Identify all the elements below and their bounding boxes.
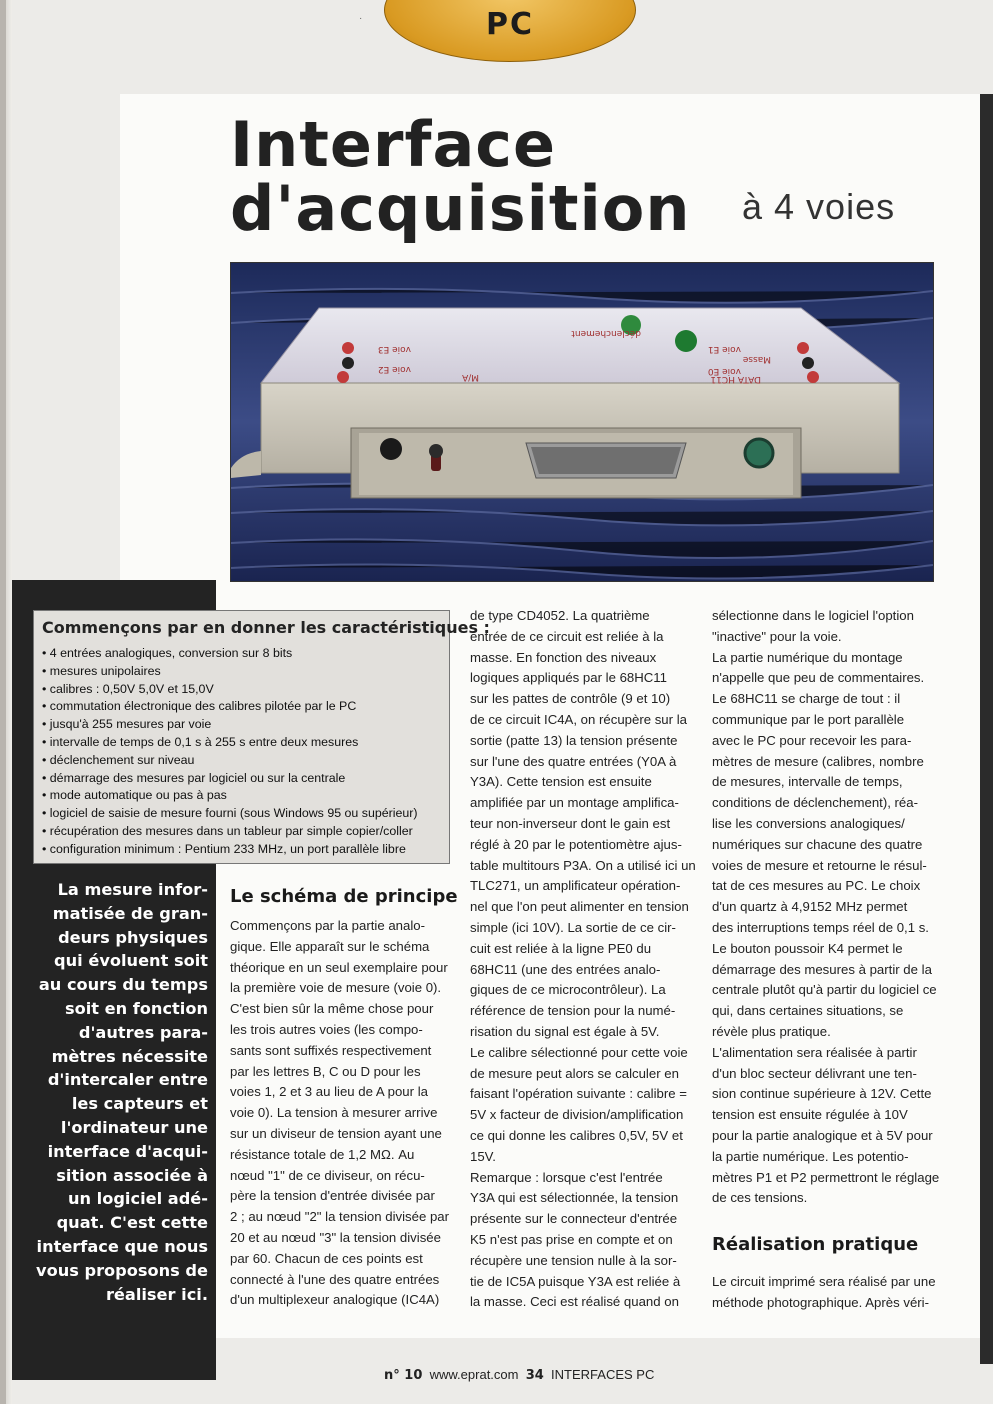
title-line-2: d'acquisition	[230, 172, 691, 245]
column-3	[712, 606, 940, 1209]
intro-line: d'intercaler entre	[47, 1070, 208, 1090]
title-line-3: à 4 voies	[742, 186, 896, 227]
text-line: nel que l'on peut alimenter en tension	[470, 899, 689, 915]
section-heading-schema: Le schéma de principe	[230, 886, 458, 907]
text-line: de ce circuit IC4A, on récupère sur la	[470, 711, 687, 727]
text-line: Y3A). Cette tension est ensuite	[470, 774, 652, 790]
features-list	[42, 645, 443, 859]
device-label-e1: voie E1	[707, 344, 741, 354]
column-1	[230, 916, 452, 1311]
text-line: risation du signal est égale à 5V.	[470, 1023, 660, 1039]
section-tab	[384, 0, 636, 62]
feature-item: • calibres : 0,50V 5,0V et 15,0V	[42, 681, 443, 699]
text-line: voie 0). La tension à mesurer arrive	[230, 1105, 438, 1121]
device-label-e0: voie E0	[707, 366, 741, 376]
title-line-1: Interface	[230, 108, 557, 181]
feature-item: • mesures unipolaires	[42, 663, 443, 681]
page-spine-edge	[0, 0, 6, 1404]
text-line: Remarque : lorsque c'est l'entrée	[470, 1169, 663, 1185]
text-line: logiques appliqués par le 68HC11	[470, 670, 667, 686]
text-line: de ces tensions.	[712, 1190, 808, 1206]
text-line: méthode photographique. Après véri-	[712, 1294, 930, 1310]
text-line: TLC271, un amplificateur opération-	[470, 878, 681, 894]
text-line: par 60. Chacun de ces points est	[230, 1250, 423, 1266]
text-line: gique. Elle apparaît sur le schéma	[230, 938, 430, 954]
text-line: voies de mesure et retourne le résul-	[712, 857, 927, 873]
text-line: C'est bien sûr la même chose pour	[230, 1001, 434, 1017]
text-line: simple (ici 10V). La sortie de ce cir-	[470, 919, 676, 935]
text-line: communique par le port parallèle	[712, 711, 905, 727]
text-line: présente sur le connecteur d'entrée	[470, 1211, 678, 1227]
text-line: L'alimentation sera réalisée à partir	[712, 1044, 917, 1060]
text-line: sants sont suffixés respectivement	[230, 1042, 432, 1058]
text-line: sélectionne dans le logiciel l'option	[712, 608, 914, 623]
text-line: la première voie de mesure (voie 0).	[230, 980, 442, 996]
intro-line: d'autres para-	[78, 1022, 208, 1042]
text-line: Y3A qui est sélectionnée, la tension	[470, 1190, 679, 1206]
text-line: Le 68HC11 se charge de tout : il	[712, 691, 901, 707]
text-line: Commençons par la partie analo-	[230, 918, 425, 933]
feature-item: • 4 entrées analogiques, conversion sur 8 bits	[42, 645, 443, 663]
text-line: numériques sur chacune des quatre	[712, 836, 923, 852]
intro-line: l'ordinateur une	[60, 1117, 208, 1137]
text-line: faisant l'opération suivante : calibre =	[470, 1086, 687, 1102]
intro-line: sition associée à	[56, 1165, 208, 1185]
text-line: réglé à 20 par le potentiomètre ajus-	[470, 836, 682, 852]
text-line: sion continue supérieure à 12V. Cette	[712, 1086, 932, 1102]
footer-page-number: 34	[525, 1368, 544, 1383]
text-line: 2 ; au nœud "2" la tension divisée par	[230, 1209, 450, 1225]
column-2	[470, 606, 696, 1313]
speck: ·	[359, 13, 363, 24]
text-line: n'appelle que peu de commentaires.	[712, 670, 925, 686]
text-line: tie de IC5A puisque Y3A est reliée à	[470, 1273, 681, 1289]
text-line: sur un diviseur de tension ayant une	[230, 1125, 442, 1141]
intro-line: mètres nécessite	[51, 1046, 208, 1066]
text-line: voies 1, 2 et 3 au lieu de A pour la	[230, 1084, 428, 1100]
text-line: Le calibre sélectionné pour cette voie	[470, 1044, 688, 1060]
text-line: de mesure peut alors se calculer en	[470, 1065, 679, 1081]
text-line: conditions de déclenchement), réa-	[712, 795, 918, 811]
text-line: lise les conversions analogiques/	[712, 815, 905, 831]
text-line: 20 et au nœud "3" la tension divisée	[230, 1229, 441, 1245]
text-line: 5V x facteur de division/amplification	[470, 1107, 684, 1123]
features-heading: Commençons par en donner les caractéristiques :	[42, 618, 490, 637]
text-line: de mesures, intervalle de temps,	[712, 774, 903, 790]
device-label-model: DATA HC11	[710, 374, 761, 384]
text-line: des interruptions temps réel de 0,1 s.	[712, 919, 929, 935]
text-line: teur non-inverseur dont le gain est	[470, 815, 671, 831]
text-line: nœud "1" de ce diviseur, on récu-	[230, 1167, 425, 1183]
text-line: amplifiée par un montage amplifica-	[470, 795, 679, 811]
text-line: Le bouton poussoir K4 permet le	[712, 940, 903, 956]
section-tab-label: PC	[485, 7, 534, 42]
intro-line: soit en fonction	[64, 998, 208, 1018]
text-line: K5 n'est pas prise en compte et on	[470, 1231, 673, 1247]
text-line: de type CD4052. La quatrième	[470, 608, 650, 623]
intro-line: les capteurs et	[71, 1094, 208, 1114]
feature-item: • démarrage des mesures par logiciel ou sur la centrale	[42, 770, 443, 788]
text-line: entrée de ce circuit est reliée à la	[470, 628, 664, 644]
text-line: 68HC11 (une des entrées analo-	[470, 961, 661, 977]
text-line: 15V.	[470, 1148, 496, 1164]
page-edge-bar	[980, 94, 993, 1364]
intro-line: un logiciel adé-	[67, 1189, 208, 1209]
intro-line: La mesure infor-	[57, 880, 208, 899]
text-line: sortie (patte 13) la tension présente	[470, 732, 678, 748]
page-footer	[384, 1367, 654, 1383]
text-line: connecté à l'une des quatre entrées	[230, 1271, 440, 1287]
text-line: pour la partie analogique et à 5V pour	[712, 1127, 933, 1143]
device-label-e2: voie E2	[377, 364, 411, 374]
text-line: père la tension d'entrée divisée par	[230, 1188, 435, 1204]
intro-line: matisée de gran-	[52, 903, 208, 923]
footer-url: www.eprat.com	[429, 1367, 519, 1382]
intro-line: deurs physiques	[58, 927, 208, 947]
text-line: d'un quartz à 4,9152 MHz permet	[712, 899, 908, 915]
feature-item: • récupération des mesures dans un tableur par simple copier/coller	[42, 823, 443, 841]
intro-line: au cours du temps	[38, 975, 208, 995]
text-line: ce qui donne les calibres 0,5V, 5V et	[470, 1127, 683, 1143]
features-box	[33, 610, 490, 864]
intro-text	[22, 878, 208, 1306]
text-line: d'un bloc secteur délivrant une ten-	[712, 1065, 917, 1081]
intro-line: qui évoluent soit	[54, 951, 208, 971]
text-line: d'un multiplexeur analogique (IC4A)	[230, 1292, 440, 1308]
text-line: La partie numérique du montage	[712, 649, 903, 665]
device-label-e3: voie E3	[377, 344, 411, 354]
text-line: la masse. Ceci est réalisé quand on	[470, 1294, 679, 1310]
intro-line: interface que nous	[36, 1236, 208, 1256]
text-line: cuit est reliée à la ligne PE0 du	[470, 940, 652, 956]
feature-item: • logiciel de saisie de mesure fourni (sous Windows 95 ou supérieur)	[42, 805, 443, 823]
text-line: révèle plus pratique.	[712, 1023, 831, 1039]
text-line: "inactive" pour la voie.	[712, 628, 842, 644]
feature-item: • jusqu'à 255 mesures par voie	[42, 716, 443, 734]
device-label-trigger: déclenchement	[571, 328, 641, 338]
text-line: démarrage des mesures à partir de la	[712, 961, 932, 977]
feature-item: • configuration minimum : Pentium 233 MHz, un port parallèle libre	[42, 841, 443, 859]
text-line: récupère une tension nulle à la sor-	[470, 1252, 677, 1268]
feature-item: • intervalle de temps de 0,1 s à 255 s entre deux mesures	[42, 734, 443, 752]
footer-magazine: INTERFACES PC	[551, 1367, 655, 1382]
text-line: table multitours P3A. On a utilisé ici un	[470, 857, 696, 873]
text-line: par les lettres B, C ou D pour les	[230, 1063, 421, 1079]
intro-line: interface d'acqui-	[47, 1141, 208, 1161]
text-line: les trois autres voies (les compo-	[230, 1021, 423, 1037]
text-line: sur les pattes de contrôle (9 et 10)	[470, 691, 671, 707]
text-line: mètres P1 et P2 permettront le réglage	[712, 1169, 940, 1185]
device-photo	[230, 262, 934, 582]
column-3-end	[712, 1272, 934, 1314]
text-line: masse. En fonction des niveaux	[470, 649, 657, 665]
intro-line: vous proposons de	[36, 1260, 208, 1280]
text-line: qui, dans certaines situations, se	[712, 1003, 904, 1019]
feature-item: • commutation électronique des calibres pilotée par le PC	[42, 698, 443, 716]
feature-item: • mode automatique ou pas à pas	[42, 787, 443, 805]
text-line: tension est ensuite régulée à 10V	[712, 1107, 908, 1123]
section-heading-realisation: Réalisation pratique	[712, 1234, 919, 1255]
device-label-ground-right: Masse	[742, 354, 771, 364]
text-line: référence de tension pour la numé-	[470, 1003, 676, 1019]
footer-issue: n° 10	[384, 1368, 423, 1383]
text-line: théorique en un seul exemplaire pour	[230, 959, 448, 975]
text-line: résistance totale de 1,2 MΩ. Au	[230, 1146, 415, 1162]
text-line: avec le PC pour recevoir les para-	[712, 732, 912, 748]
text-line: giques de ce microcontrôleur). La	[470, 982, 666, 998]
text-line: mètres de mesure (calibres, nombre	[712, 753, 924, 769]
intro-line: quat. C'est cette	[56, 1213, 208, 1233]
text-line: Le circuit imprimé sera réalisé par une	[712, 1274, 936, 1289]
text-line: sur l'une des quatre entrées (Y0A à	[470, 753, 677, 769]
intro-line: réaliser ici.	[105, 1284, 208, 1304]
text-line: la partie numérique. Les potentio-	[712, 1148, 909, 1164]
text-line: centrale plutôt qu'à partir du logiciel ce	[712, 982, 937, 998]
text-line: tat de ces mesures au PC. Le choix	[712, 878, 921, 894]
feature-item: • déclenchement sur niveau	[42, 752, 443, 770]
device-label-power: M/A	[462, 372, 479, 382]
